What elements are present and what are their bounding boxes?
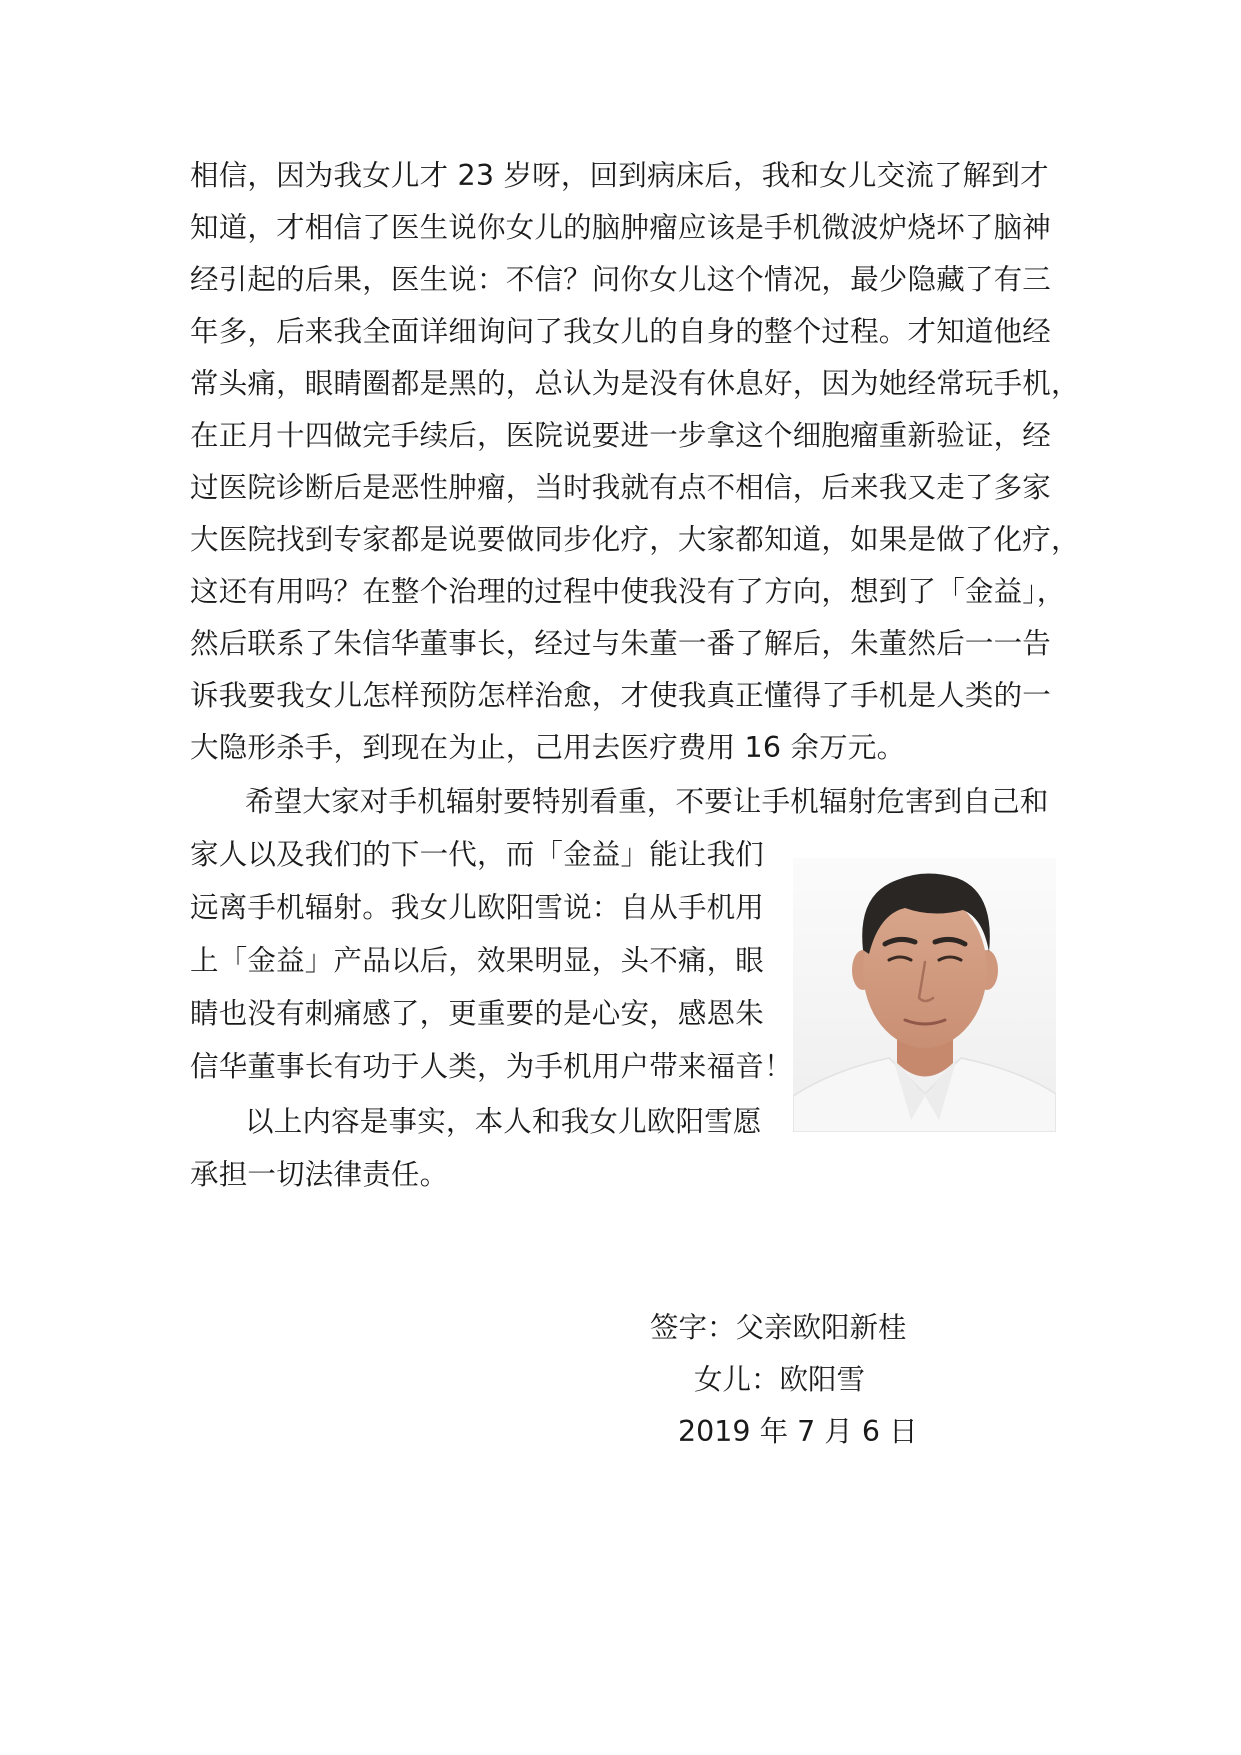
body-text-line: 知道，才相信了医生说你女儿的脑肿瘤应该是手机微波炉烧坏了脑神 [190, 211, 1052, 244]
signature-father: 签字：父亲欧阳新桂 [650, 1311, 907, 1344]
body-text-line: 然后联系了朱信华董事长，经过与朱董一番了解后，朱董然后一一告 [190, 627, 1052, 660]
body-text-line: 在正月十四做完手续后，医院说要进一步拿这个细胞瘤重新验证，经 [190, 419, 1052, 452]
portrait-photo [793, 858, 1056, 1132]
body-text-line: 相信，因为我女儿才 23 岁呀，回到病床后，我和女儿交流了解到才 [190, 159, 1049, 192]
body-text-line: 大隐形杀手，到现在为止，己用去医疗费用 16 余万元。 [190, 731, 906, 764]
body-text-line: 这还有用吗？在整个治理的过程中使我没有了方向，想到了「金益」， [190, 575, 1066, 608]
body-text-line: 以上内容是事实，本人和我女儿欧阳雪愿 [245, 1105, 762, 1138]
body-text-line: 年多，后来我全面详细询问了我女儿的自身的整个过程。才知道他经 [190, 315, 1052, 348]
body-text-line: 诉我要我女儿怎样预防怎样治愈，才使我真正懂得了手机是人类的一 [190, 679, 1052, 712]
body-text-line: 经引起的后果，医生说：不信？问你女儿这个情况，最少隐藏了有三 [190, 263, 1052, 296]
body-text-line: 大医院找到专家都是说要做同步化疗，大家都知道，如果是做了化疗， [190, 523, 1080, 556]
body-text-line: 睛也没有刺痛感了，更重要的是心安，感恩朱 [190, 997, 765, 1030]
body-text-line: 常头痛，眼睛圈都是黑的，总认为是没有休息好，因为她经常玩手机， [190, 367, 1080, 400]
body-text-line: 承担一切法律责任。 [190, 1158, 449, 1191]
body-text-line: 家人以及我们的下一代，而「金益」能让我们 [190, 838, 765, 871]
body-text-line: 希望大家对手机辐射要特别看重，不要让手机辐射危害到自己和 [245, 785, 1049, 818]
signature-date: 2019 年 7 月 6 日 [678, 1415, 918, 1448]
body-text-line: 过医院诊断后是恶性肿瘤，当时我就有点不相信，后来我又走了多家 [190, 471, 1052, 504]
signature-daughter: 女儿：欧阳雪 [694, 1363, 866, 1396]
body-text-line: 信华董事长有功于人类，为手机用户带来福音！ [190, 1050, 793, 1083]
body-text-line: 远离手机辐射。我女儿欧阳雪说：自从手机用 [190, 891, 765, 924]
body-text-line: 上「金益」产品以后，效果明显，头不痛，眼 [190, 944, 765, 977]
